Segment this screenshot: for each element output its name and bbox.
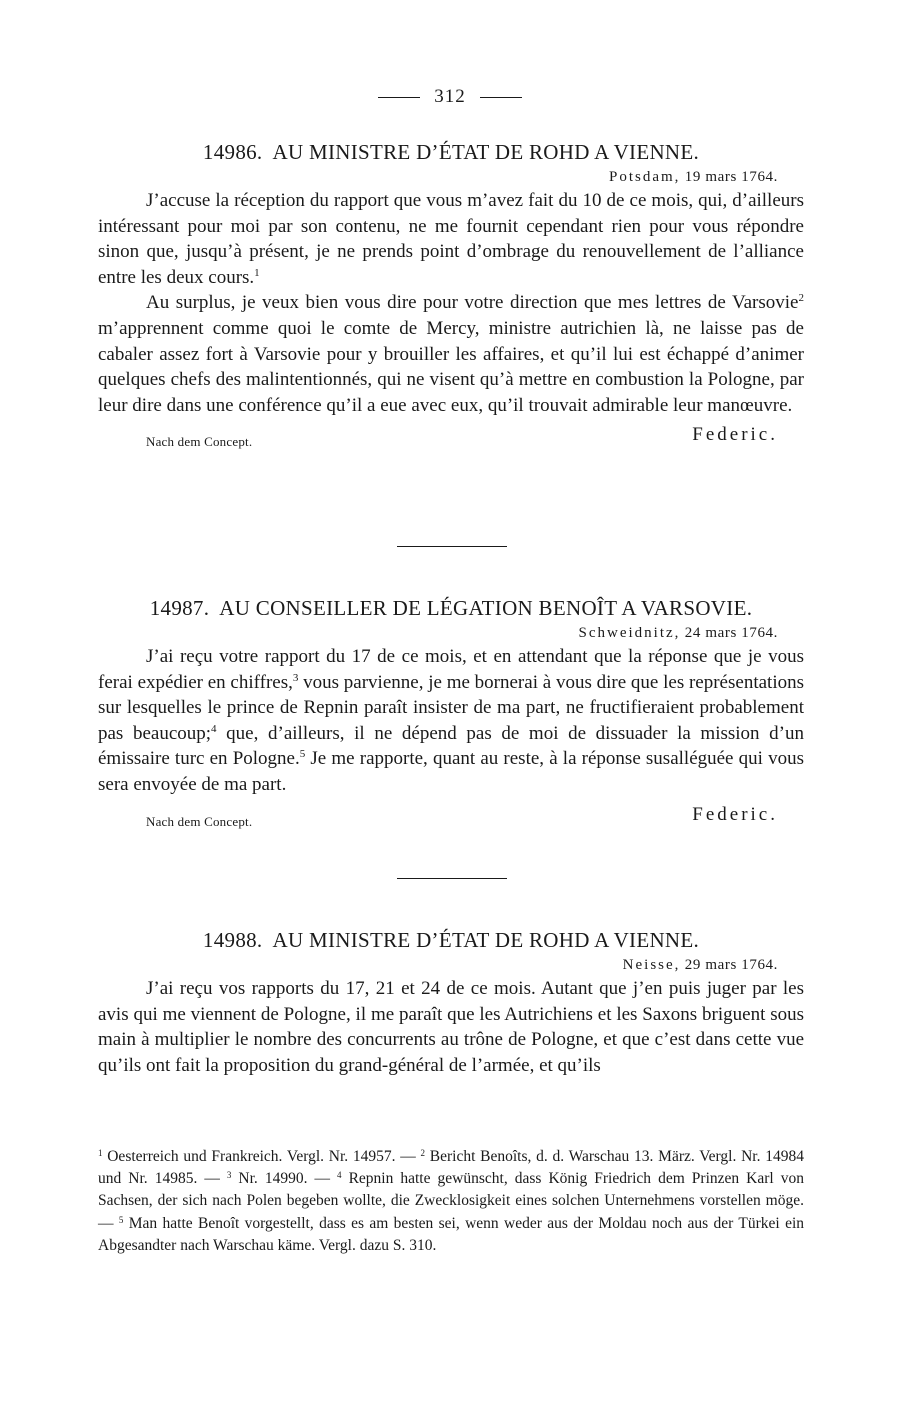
letter-number: 14988. <box>202 928 263 952</box>
text-run: J’ai reçu votre rapport du 17 de ce mois, et en attendant que la réponse que je vous ferai expédier en chiffres, <box>98 646 804 693</box>
footnote-marker: 2 <box>798 292 804 305</box>
letter-date: 19 mars 1764. <box>684 169 778 185</box>
letter-body <box>98 188 804 418</box>
letter-heading <box>98 138 804 166</box>
letter-heading <box>98 594 804 622</box>
letter-body <box>98 976 804 1078</box>
text-run: J’ai reçu vos rapports du 17, 21 et 24 de ce mois. Autant que j’en puis juger par les avis qui me viennent de Pologne, il me paraît que les Autrichiens et les Saxons briguent sous main à multiplier le nombre des concurrents au trône de Pologne, et que c’est dans cette vue qu’ils ont fait la proposition du grand-général de l’armée, et qu’ils <box>98 978 804 1076</box>
letter-14986 <box>98 138 804 452</box>
page-header <box>0 86 900 108</box>
letter-dateline <box>98 166 804 188</box>
letter-body <box>98 644 804 798</box>
text-run: m’apprennent comme quoi le comte de Mercy, ministre autrichien là, ne laisse pas de cabaler assez fort à Varsovie pour y brouiller les affaires, et qu’il lui est échappé d’animer quelques chefs des malintentionnés, qui ne visent qu’à mettre en combustion la Pologne, par leur dire dans une conférence qu’il a eue avec eux, qu’il trouvait admirable leur manœuvre. <box>98 317 804 416</box>
text-run: Repnin hatte gewünscht, dass König Friedrich dem Prinzen Karl von Sachsen, der sich nach Polen begeben wollte, die Zwecklosigkeit eines solchen Unternehmens vorstellen möge. — <box>98 1170 805 1232</box>
footnote-marker: 4 <box>211 722 217 735</box>
signature: Federic. <box>692 424 778 446</box>
concept-note: Nach dem Concept. <box>146 434 253 450</box>
footnote-marker: 3 <box>226 1170 232 1181</box>
text-run: Au surplus, je veux bien vous dire pour votre direction que mes lettres de Varsovie <box>146 292 799 314</box>
text-run: Oesterreich und Frankreich. Vergl. Nr. 14957. — <box>102 1148 421 1165</box>
letter-number: 14987. <box>149 596 210 620</box>
text-run: J’accuse la réception du rapport que vous m’avez fait du 10 de ce mois, qui, d’ailleurs intéressant pour moi par son contenu, ne me fournit cependant rien pour vous répondre sinon que, jusqu’à présent, je ne prends point d’ombrage du renouvellement de l’alliance entre les deux cours. <box>98 190 804 288</box>
header-rule-right <box>480 97 522 98</box>
letter-place: Neisse, <box>622 957 681 973</box>
concept-note: Nach dem Concept. <box>146 813 253 829</box>
text-run: Man hatte Benoît vorgestellt, dass es am besten sei, wenn weder aus der Moldau noch aus der Türkei ein Abgesandter nach Warschau käme. Vergl. dazu S. 310. <box>98 1214 805 1254</box>
header-rule-left <box>378 97 420 98</box>
letter-title: AU CONSEILLER DE LÉGATION BENOÎT A VARSOVIE. <box>219 596 753 620</box>
letter-14987 <box>98 594 804 832</box>
footnote-marker: 5 <box>118 1214 124 1225</box>
text-run: Je me rapporte, quant au reste, à la réponse susalléguée qui vous sera envoyée de ma part. <box>98 748 804 795</box>
footnotes <box>98 1146 804 1257</box>
section-divider <box>397 546 507 547</box>
letter-date: 29 mars 1764. <box>684 957 778 973</box>
letter-date: 24 mars 1764. <box>684 625 778 641</box>
letter-title: AU MINISTRE D’ÉTAT DE ROHD A VIENNE. <box>272 928 700 952</box>
footnote-marker: 2 <box>420 1148 426 1158</box>
letter-closing <box>98 804 804 832</box>
letter-dateline <box>98 622 804 644</box>
letter-paragraph <box>98 976 804 1078</box>
letter-paragraph <box>98 188 804 290</box>
letter-dateline <box>98 954 804 976</box>
letter-14988 <box>98 926 804 1078</box>
page-number: 312 <box>434 86 466 107</box>
text-run: que, d’ailleurs, il ne dépend pas de moi de dissuader la mission d’un émissaire turc en Pologne. <box>98 722 805 770</box>
text-run: vous parvienne, je me bornerai à vous dire que les représentations sur lesquelles le prince de Repnin paraît insister de ma part, ne fructifieraient probablement pas beaucoup; <box>98 671 804 744</box>
letter-heading <box>98 926 804 954</box>
text-run: Nr. 14990. — <box>231 1170 338 1188</box>
signature: Federic. <box>692 803 778 825</box>
letter-place: Schweidnitz, <box>578 625 681 641</box>
text-run: Bericht Benoîts, d. d. Warschau 13. März. Vergl. Nr. 14984 und Nr. 14985. — <box>98 1148 804 1188</box>
letter-paragraph <box>98 290 804 418</box>
footnote-marker: 5 <box>299 748 306 761</box>
section-divider <box>397 878 507 879</box>
letter-closing <box>98 424 804 452</box>
letter-number: 14986. <box>202 140 263 164</box>
letter-title: AU MINISTRE D’ÉTAT DE ROHD A VIENNE. <box>272 140 700 164</box>
footnote-marker: 4 <box>337 1170 342 1181</box>
footnote-marker: 3 <box>292 671 299 684</box>
letter-place: Potsdam, <box>608 169 681 185</box>
letter-paragraph <box>98 644 804 798</box>
footnote-marker: 1 <box>98 1148 103 1158</box>
footnote-marker: 1 <box>254 266 260 279</box>
